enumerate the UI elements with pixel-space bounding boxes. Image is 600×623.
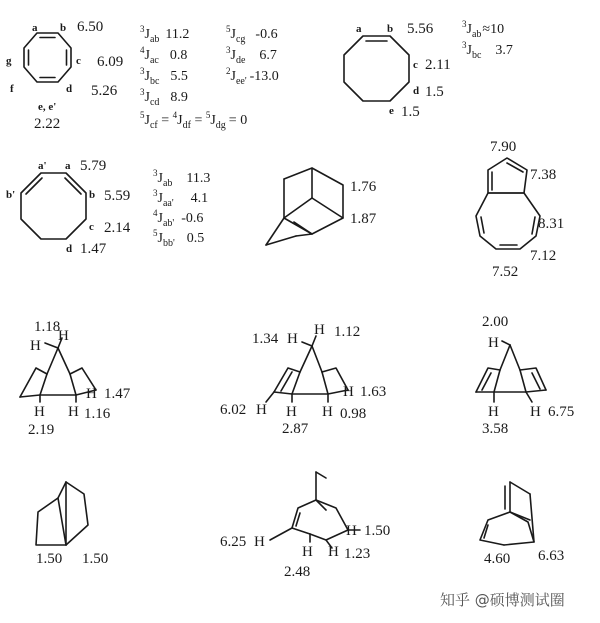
shift-c: 6.09	[97, 54, 124, 70]
bicyclooctane-structure	[36, 482, 108, 567]
shift-bridgehead: 2.48	[284, 564, 311, 580]
shift-b: 1.50	[82, 551, 109, 567]
coupling-j-ee: $^2J_{ee'}$ -13.0	[226, 66, 279, 87]
shift-d: 1.5	[425, 84, 444, 100]
shift-bridgehead: 4.60	[484, 551, 511, 567]
h-7s: H	[287, 331, 298, 347]
label-b-prime: b'	[6, 189, 16, 201]
shift-ch2: 1.76	[350, 179, 377, 195]
adamantane-structure	[266, 168, 377, 245]
shift-exo: 1.50	[364, 523, 391, 539]
shift-h7a: 1.12	[334, 324, 361, 340]
coupling-j-cd: $^3J_{cd}$ 8.9	[140, 87, 188, 108]
shift-h6: 7.52	[492, 264, 519, 280]
cyclooctatetraene-couplings	[140, 24, 279, 131]
shift-olefin: 6.02	[220, 402, 247, 418]
shift-h1: 7.90	[490, 139, 517, 155]
label-b: b	[89, 189, 96, 201]
label-d: d	[66, 83, 73, 95]
shift-h2: 7.38	[530, 167, 557, 183]
shift-b: 5.59	[104, 188, 131, 204]
coupling-j-ab: $^3J_{ab}\approx 10$	[462, 19, 505, 40]
shift-d: 1.47	[80, 241, 107, 257]
coupling-j-cg: $^5J_{cg}$ -0.6	[226, 24, 278, 45]
h-7a: H	[58, 328, 69, 344]
azulene-structure	[476, 139, 564, 280]
h-olefin: H	[256, 402, 267, 418]
shift-bridgehead: 2.87	[282, 421, 309, 437]
label-e: e, e'	[38, 101, 57, 113]
shift-h4: 8.31	[538, 216, 565, 232]
shift-endo: 0.98	[340, 406, 367, 422]
shift-endo: 1.23	[344, 546, 371, 562]
shift-h5: 7.12	[530, 248, 557, 264]
coupling-j-de: $^3J_{de}$ 6.7	[226, 45, 277, 66]
coupling-j-ab: $^3J_{ab}$ 11.3	[153, 168, 211, 189]
shift-a: 5.79	[80, 158, 107, 174]
shift-e: 1.5	[401, 104, 420, 120]
shift-exo: 1.63	[360, 384, 387, 400]
shift-endo: 1.16	[84, 406, 111, 422]
bicyclooctene-structure	[220, 472, 390, 580]
h-7s: H	[30, 338, 41, 354]
h-exo: H	[346, 523, 357, 539]
label-d: d	[66, 243, 73, 255]
coupling-j-aa: $^3J_{aa'}$ 4.1	[153, 188, 209, 209]
cyclooctadiene-structure	[6, 158, 131, 257]
norbornene-structure	[220, 322, 386, 437]
coupling-long-range: $^5J_{cf} = ^4J_{df} = ^5J_{dg} = 0$	[140, 110, 248, 131]
cyclooctadiene-couplings	[153, 168, 210, 249]
h-bridgehead: H	[34, 404, 45, 420]
label-d: d	[413, 85, 420, 97]
watermark: 知乎 @硕博测试圈	[440, 591, 565, 609]
shift-bridgehead: 2.19	[28, 422, 55, 438]
label-f: f	[10, 83, 14, 95]
shift-ch: 1.87	[350, 211, 377, 227]
label-a: a	[65, 160, 71, 172]
shift-h7: 2.00	[482, 314, 509, 330]
cyclooctatetraene-structure	[6, 19, 123, 132]
label-b: b	[60, 22, 67, 34]
label-b: b	[387, 23, 394, 35]
shift-exo: 1.47	[104, 386, 131, 402]
shift-olefin: 6.25	[220, 534, 247, 550]
h-bridgehead: H	[286, 404, 297, 420]
coupling-j-ac: $^4J_{ac}$ 0.8	[140, 45, 188, 66]
shift-olefin: 6.63	[538, 548, 565, 564]
shift-c: 2.11	[425, 57, 451, 73]
h-exo: H	[343, 384, 354, 400]
h-olefin: H	[254, 534, 265, 550]
h-endo: H	[328, 544, 339, 560]
label-g: g	[6, 55, 12, 67]
coupling-j-bb: $^5J_{bb'}$ 0.5	[153, 228, 205, 249]
label-c: c	[76, 55, 81, 67]
cyclooctene-couplings	[462, 19, 513, 61]
shift-e: 2.22	[34, 116, 61, 132]
bicyclooctadiene-structure	[480, 482, 564, 567]
h-bridgehead: H	[302, 544, 313, 560]
coupling-j-ab: $^3J_{ab}$ 11.2	[140, 24, 190, 45]
shift-c: 2.14	[104, 220, 131, 236]
label-a: a	[356, 23, 362, 35]
norbornadiene-structure	[476, 314, 574, 437]
label-a: a	[32, 22, 38, 34]
h-exo: H	[86, 386, 97, 402]
coupling-j-ab-prime: $^4J_{ab'}$ -0.6	[153, 208, 204, 229]
h-7a: H	[314, 322, 325, 338]
h-7: H	[488, 335, 499, 351]
norbornane-structure	[20, 319, 131, 438]
shift-bridgehead: 3.58	[482, 421, 509, 437]
shift-h7s: 1.34	[252, 331, 279, 347]
label-c: c	[89, 221, 94, 233]
coupling-j-bc: $^3J_{bc}$ 5.5	[140, 66, 188, 87]
shift-a: 1.50	[36, 551, 63, 567]
label-e: e	[389, 105, 394, 117]
cyclooctene-structure	[344, 21, 451, 120]
label-a-prime: a'	[38, 160, 47, 172]
shift-b: 6.50	[77, 19, 104, 35]
shift-h7a: 1.18	[34, 319, 61, 335]
h-bridgehead: H	[488, 404, 499, 420]
shift-olefin: 6.75	[548, 404, 575, 420]
h-endo: H	[322, 404, 333, 420]
h-endo: H	[68, 404, 79, 420]
shift-d: 5.26	[91, 83, 118, 99]
coupling-j-bc: $^3J_{bc}$ 3.7	[462, 40, 513, 61]
shift-b: 5.56	[407, 21, 434, 37]
label-c: c	[413, 59, 418, 71]
h-olefin: H	[530, 404, 541, 420]
